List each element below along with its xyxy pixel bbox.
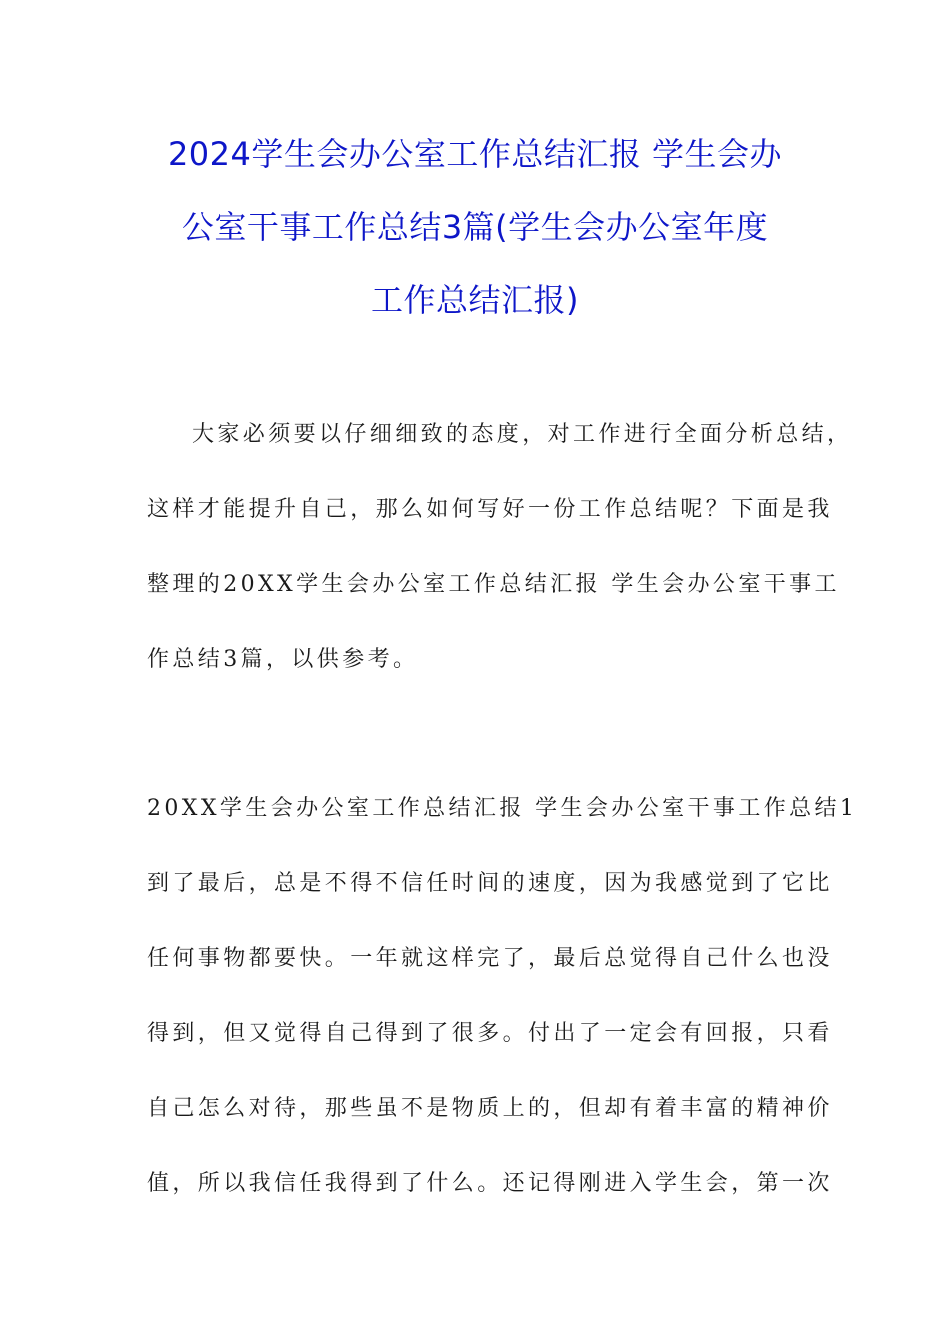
paragraph-line: 这样才能提升自己，那么如何写好一份工作总结呢？下面是我 [147, 497, 833, 522]
paragraph-line: 作总结3篇，以供参考。 [147, 647, 419, 672]
title-line: 公室干事工作总结3篇(学生会办公室年度 [181, 208, 769, 246]
paragraph-line: 得到，但又觉得自己得到了很多。付出了一定会有回报，只看 [147, 1021, 833, 1046]
paragraph-line: 值，所以我信任我得到了什么。还记得刚进入学生会，第一次 [147, 1171, 833, 1196]
paragraph-line: 任何事物都要快。一年就这样完了，最后总觉得自己什么也没 [147, 946, 833, 971]
section-heading: 20XX学生会办公室工作总结汇报 学生会办公室干事工作总结1 [147, 796, 858, 821]
paragraph-line: 大家必须要以仔细细致的态度，对工作进行全面分析总结， [192, 422, 853, 447]
paragraph-line: 自己怎么对待，那些虽不是物质上的，但却有着丰富的精神价 [147, 1096, 833, 1121]
paragraph-line: 整理的20XX学生会办公室工作总结汇报 学生会办公室干事工 [147, 572, 840, 597]
paragraph-line: 到了最后，总是不得不信任时间的速度，因为我感觉到了它比 [147, 871, 833, 896]
title-line: 工作总结汇报) [371, 281, 579, 319]
title-line: 2024学生会办公室工作总结汇报 学生会办 [167, 135, 783, 173]
document-title [100, 118, 850, 337]
